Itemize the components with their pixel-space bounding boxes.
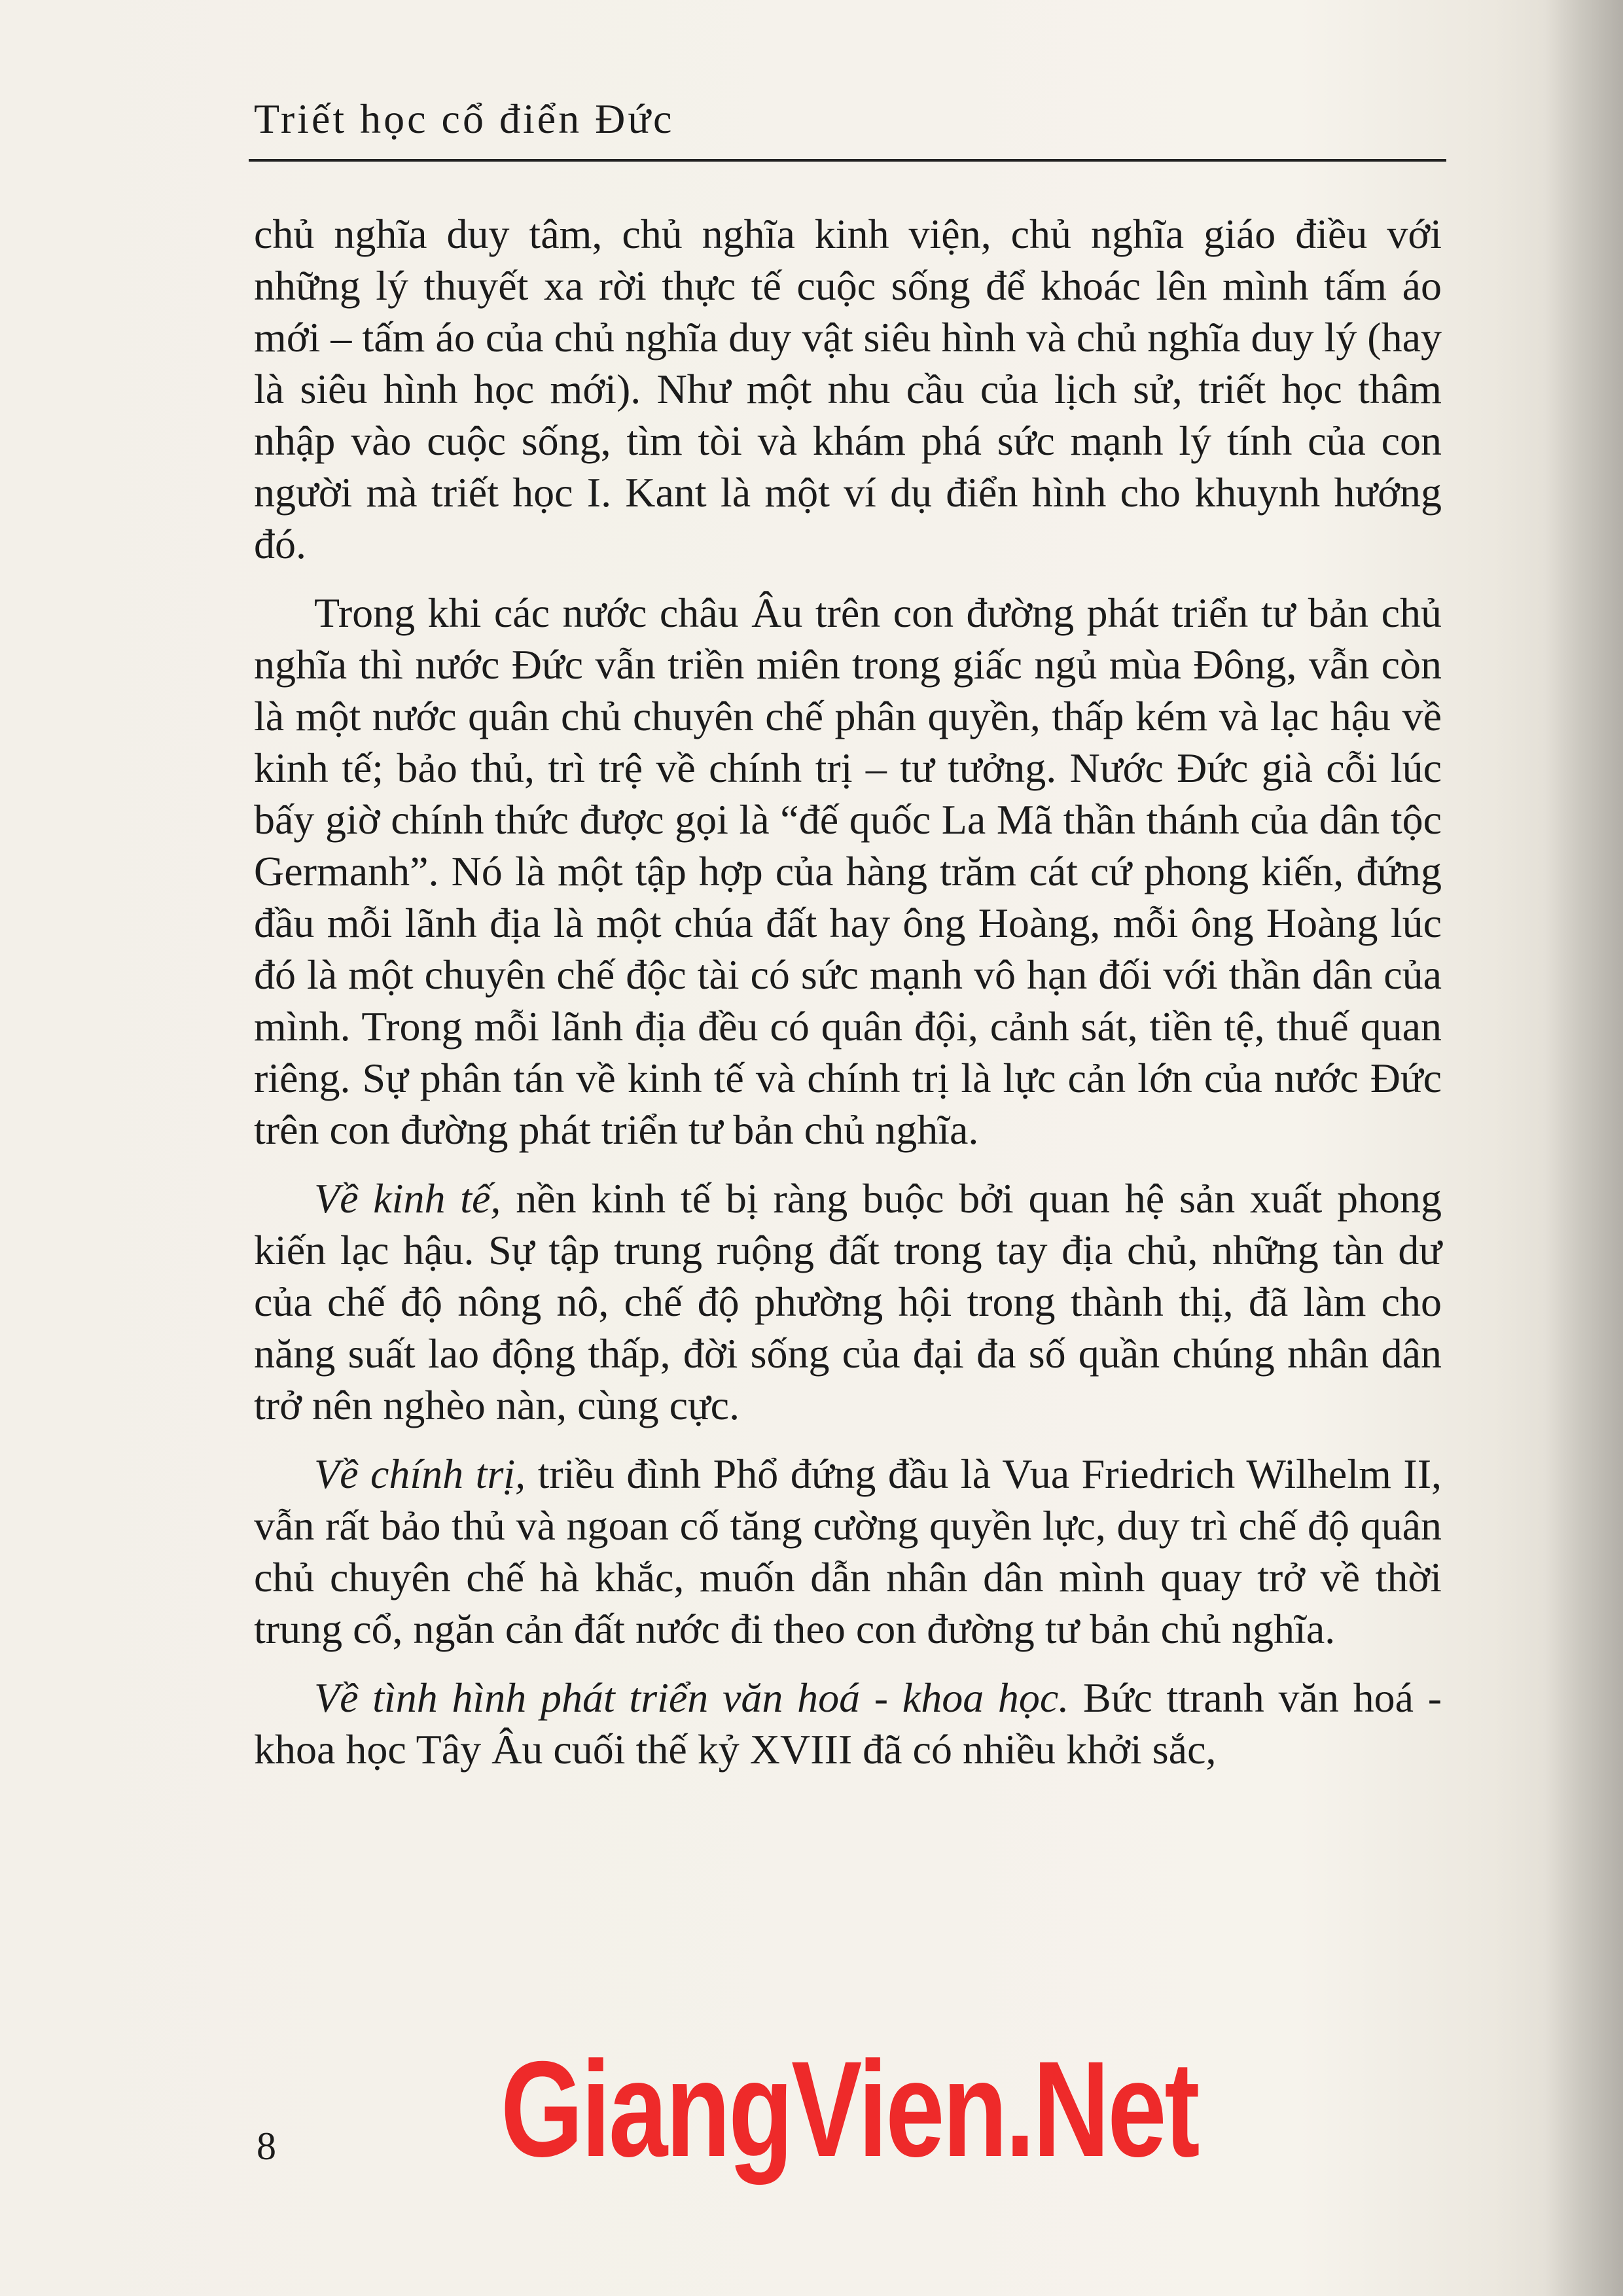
paragraph-text: triều đình Phổ đứng đầu là Vua Friedrich Wilhelm II, vẫn rất bảo thủ và ngoan cố tăng cường quyền lực, duy trì chế độ quân chủ chuyên chế hà khắc, muốn dẫn nhân dân mình quay trở về thời trung cổ, ngăn cản đất nước đi theo con đường tư bản chủ nghĩa. [254, 1451, 1442, 1652]
paragraph-1 [254, 208, 1442, 570]
paragraph-text: Bức ttranh văn hoá - khoa học Tây Âu cuối thế kỷ XVIII đã có nhiều khởi sắc, [254, 1674, 1442, 1773]
book-spine-shadow [1544, 0, 1623, 2296]
paragraph-lead-italic: Về kinh tế, [314, 1175, 501, 1222]
watermark-logo: GiangVien.Net [501, 2034, 1198, 2185]
paragraph-text: chủ nghĩa duy tâm, chủ nghĩa kinh viện, chủ nghĩa giáo điều với những lý thuyết xa rời thực tế cuộc sống để khoác lên mình tấm áo mới – tấm áo của chủ nghĩa duy vật siêu hình và chủ nghĩa duy lý (hay là siêu hình học mới). Như một nhu cầu của lịch sử, triết học thâm nhập vào cuộc sống, tìm tòi và khám phá sức mạnh lý tính của con người mà triết học I. Kant là một ví dụ điển hình cho khuynh hướng đó. [254, 211, 1442, 567]
paragraph-lead-italic: Về tình hình phát triển văn hoá - khoa học. [314, 1674, 1069, 1721]
running-header: Triết học cổ điển Đức [254, 96, 675, 142]
page-number: 8 [257, 2125, 276, 2168]
paragraph-politics [254, 1448, 1442, 1655]
paragraph-2 [254, 587, 1442, 1156]
body-text [254, 208, 1442, 1792]
header-rule [249, 159, 1446, 162]
paragraph-lead-italic: Về chính trị, [314, 1451, 526, 1497]
paragraph-culture-science [254, 1672, 1442, 1775]
paragraph-text: nền kinh tế bị ràng buộc bởi quan hệ sản xuất phong kiến lạc hậu. Sự tập trung ruộng đất trong tay địa chủ, những tàn dư của chế độ nông nô, chế độ phường hội trong thành thị, đã làm cho năng suất lao động thấp, đời sống của đại đa số quần chúng nhân dân trở nên nghèo nàn, cùng cực. [254, 1175, 1442, 1428]
paragraph-text: Trong khi các nước châu Âu trên con đường phát triển tư bản chủ nghĩa thì nước Đức vẫn triền miên trong giấc ngủ mùa Đông, vẫn còn là một nước quân chủ chuyên chế phân quyền, thấp kém và lạc hậu về kinh tế; bảo thủ, trì trệ về chính trị – tư tưởng. Nước Đức già cỗi lúc bấy giờ chính thức được gọi là “đế quốc La Mã thần thánh của dân tộc Germanh”. Nó là một tập hợp của hàng trăm cát cứ phong kiến, đứng đầu mỗi lãnh địa là một chúa đất hay ông Hoàng, mỗi ông Hoàng lúc đó là một chuyên chế độc tài có sức mạnh vô hạn đối với thần dân của mình. Trong mỗi lãnh địa đều có quân đội, cảnh sát, tiền tệ, thuế quan riêng. Sự phân tán về kinh tế và chính trị là lực cản lớn của nước Đức trên con đường phát triển tư bản chủ nghĩa. [254, 590, 1442, 1153]
paragraph-economy [254, 1173, 1442, 1431]
